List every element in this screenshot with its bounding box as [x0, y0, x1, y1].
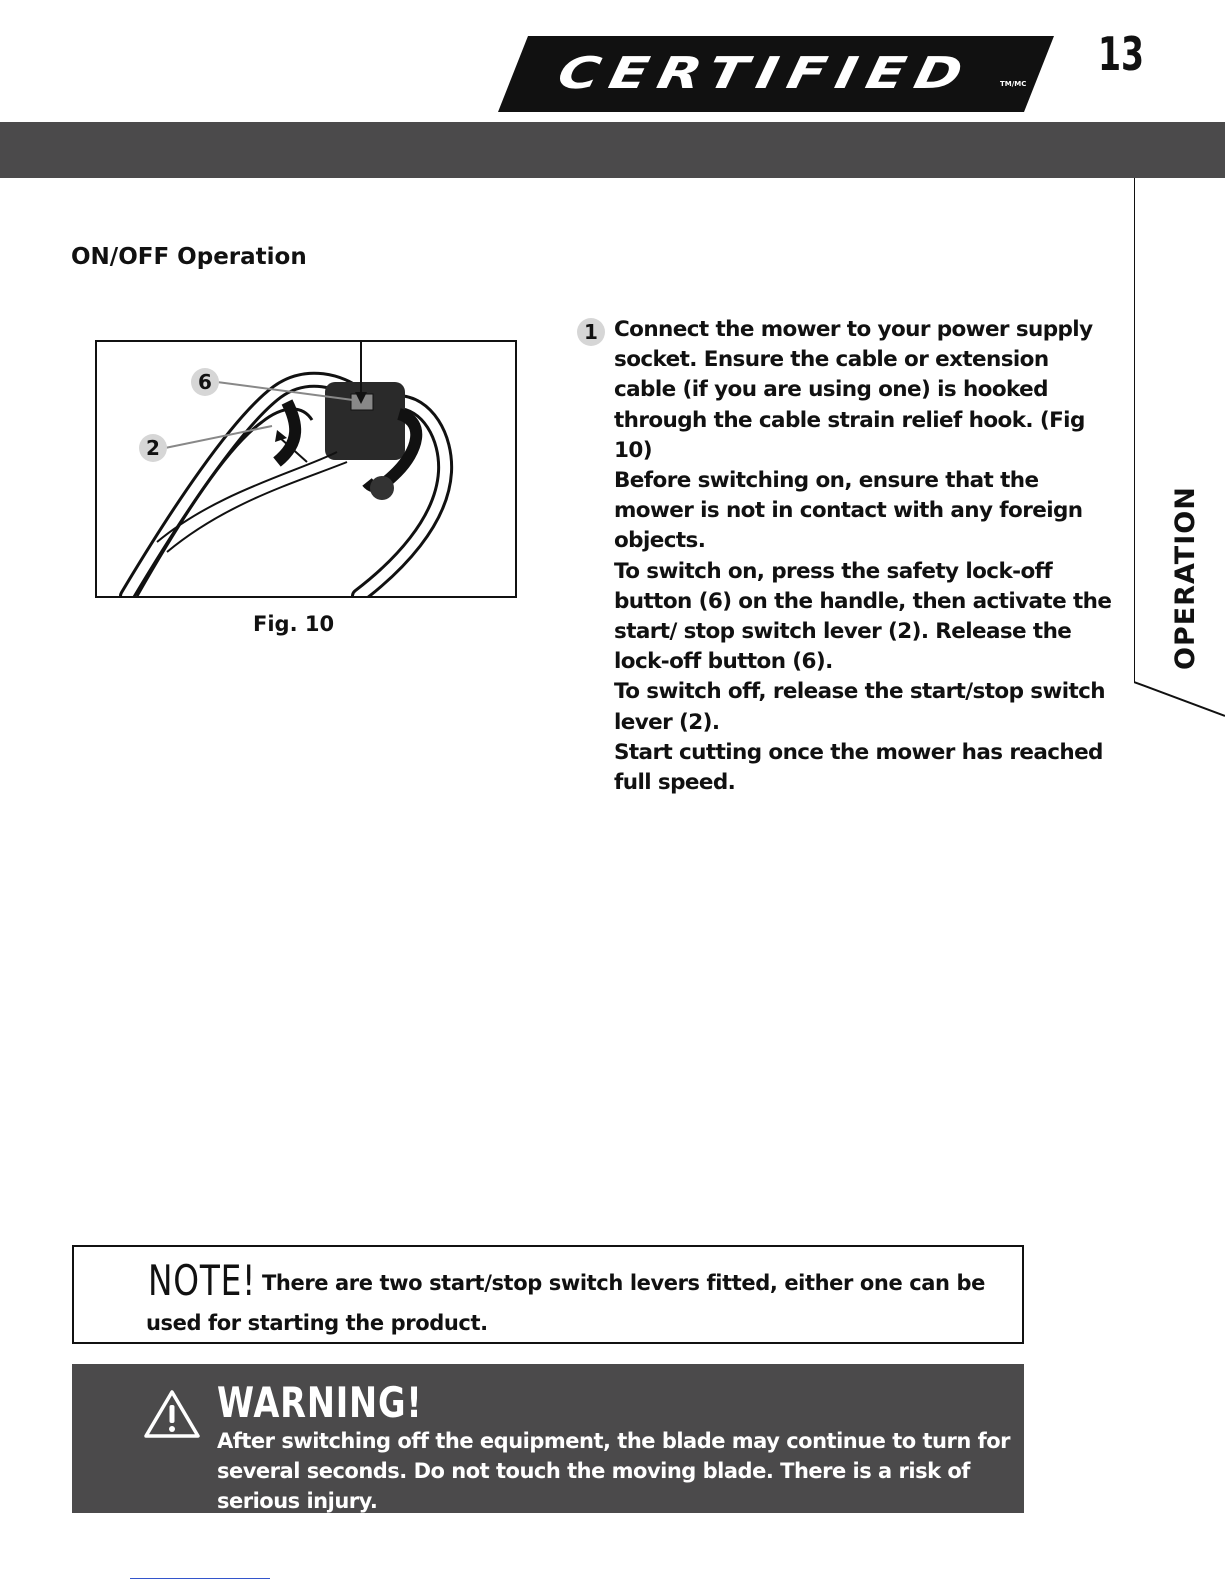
step-paragraph: Start cutting once the mower has reached full speed. — [614, 739, 1103, 796]
page-number: 13 — [1098, 27, 1145, 81]
step-paragraph: To switch on, press the safety lock-off button (6) on the handle, then activate the start/ stop switch lever (2). Release the lock-off button (6). — [614, 558, 1112, 675]
note-title: NOTE! — [148, 1256, 257, 1305]
footer-rule — [130, 1578, 270, 1579]
note-text: There are two start/stop switch levers fitted, either one can be used for starting the product. — [146, 1271, 985, 1335]
side-tab-label: OPERATION — [1170, 486, 1201, 670]
warning-triangle-icon — [142, 1388, 202, 1440]
step-paragraph: To switch off, release the start/stop switch lever (2). — [614, 679, 1106, 735]
figure-10-frame — [95, 340, 517, 598]
section-title: ON/OFF Operation — [71, 244, 307, 270]
step-paragraph: Connect the mower to your power supply socket. Ensure the cable or extension cable (if you are using one) is hooked through the cable strain relief hook. (Fig 10) — [614, 317, 1093, 463]
warning-title: WARNING! — [217, 1378, 423, 1427]
header-band — [0, 122, 1225, 178]
warning-box — [72, 1364, 1024, 1513]
callout-6: 6 — [198, 370, 212, 394]
brand-logo-text: CERTIFIED — [553, 48, 977, 99]
step-paragraph: Before switching on, ensure that the mower is not in contact with any foreign objects. — [614, 468, 1083, 554]
figure-caption: Fig. 10 — [253, 612, 335, 636]
warning-text: After switching off the equipment, the blade may continue to turn for several seconds. Do not touch the moving blade. There is a risk of serious injury. — [217, 1429, 1011, 1513]
callout-2: 2 — [146, 436, 160, 460]
step-instructions — [614, 315, 1114, 798]
trademark-mark: TM/MC — [1000, 80, 1027, 88]
mower-handle-illustration — [97, 342, 515, 596]
step-number-badge: 1 — [577, 318, 605, 346]
note-box — [72, 1245, 1024, 1344]
